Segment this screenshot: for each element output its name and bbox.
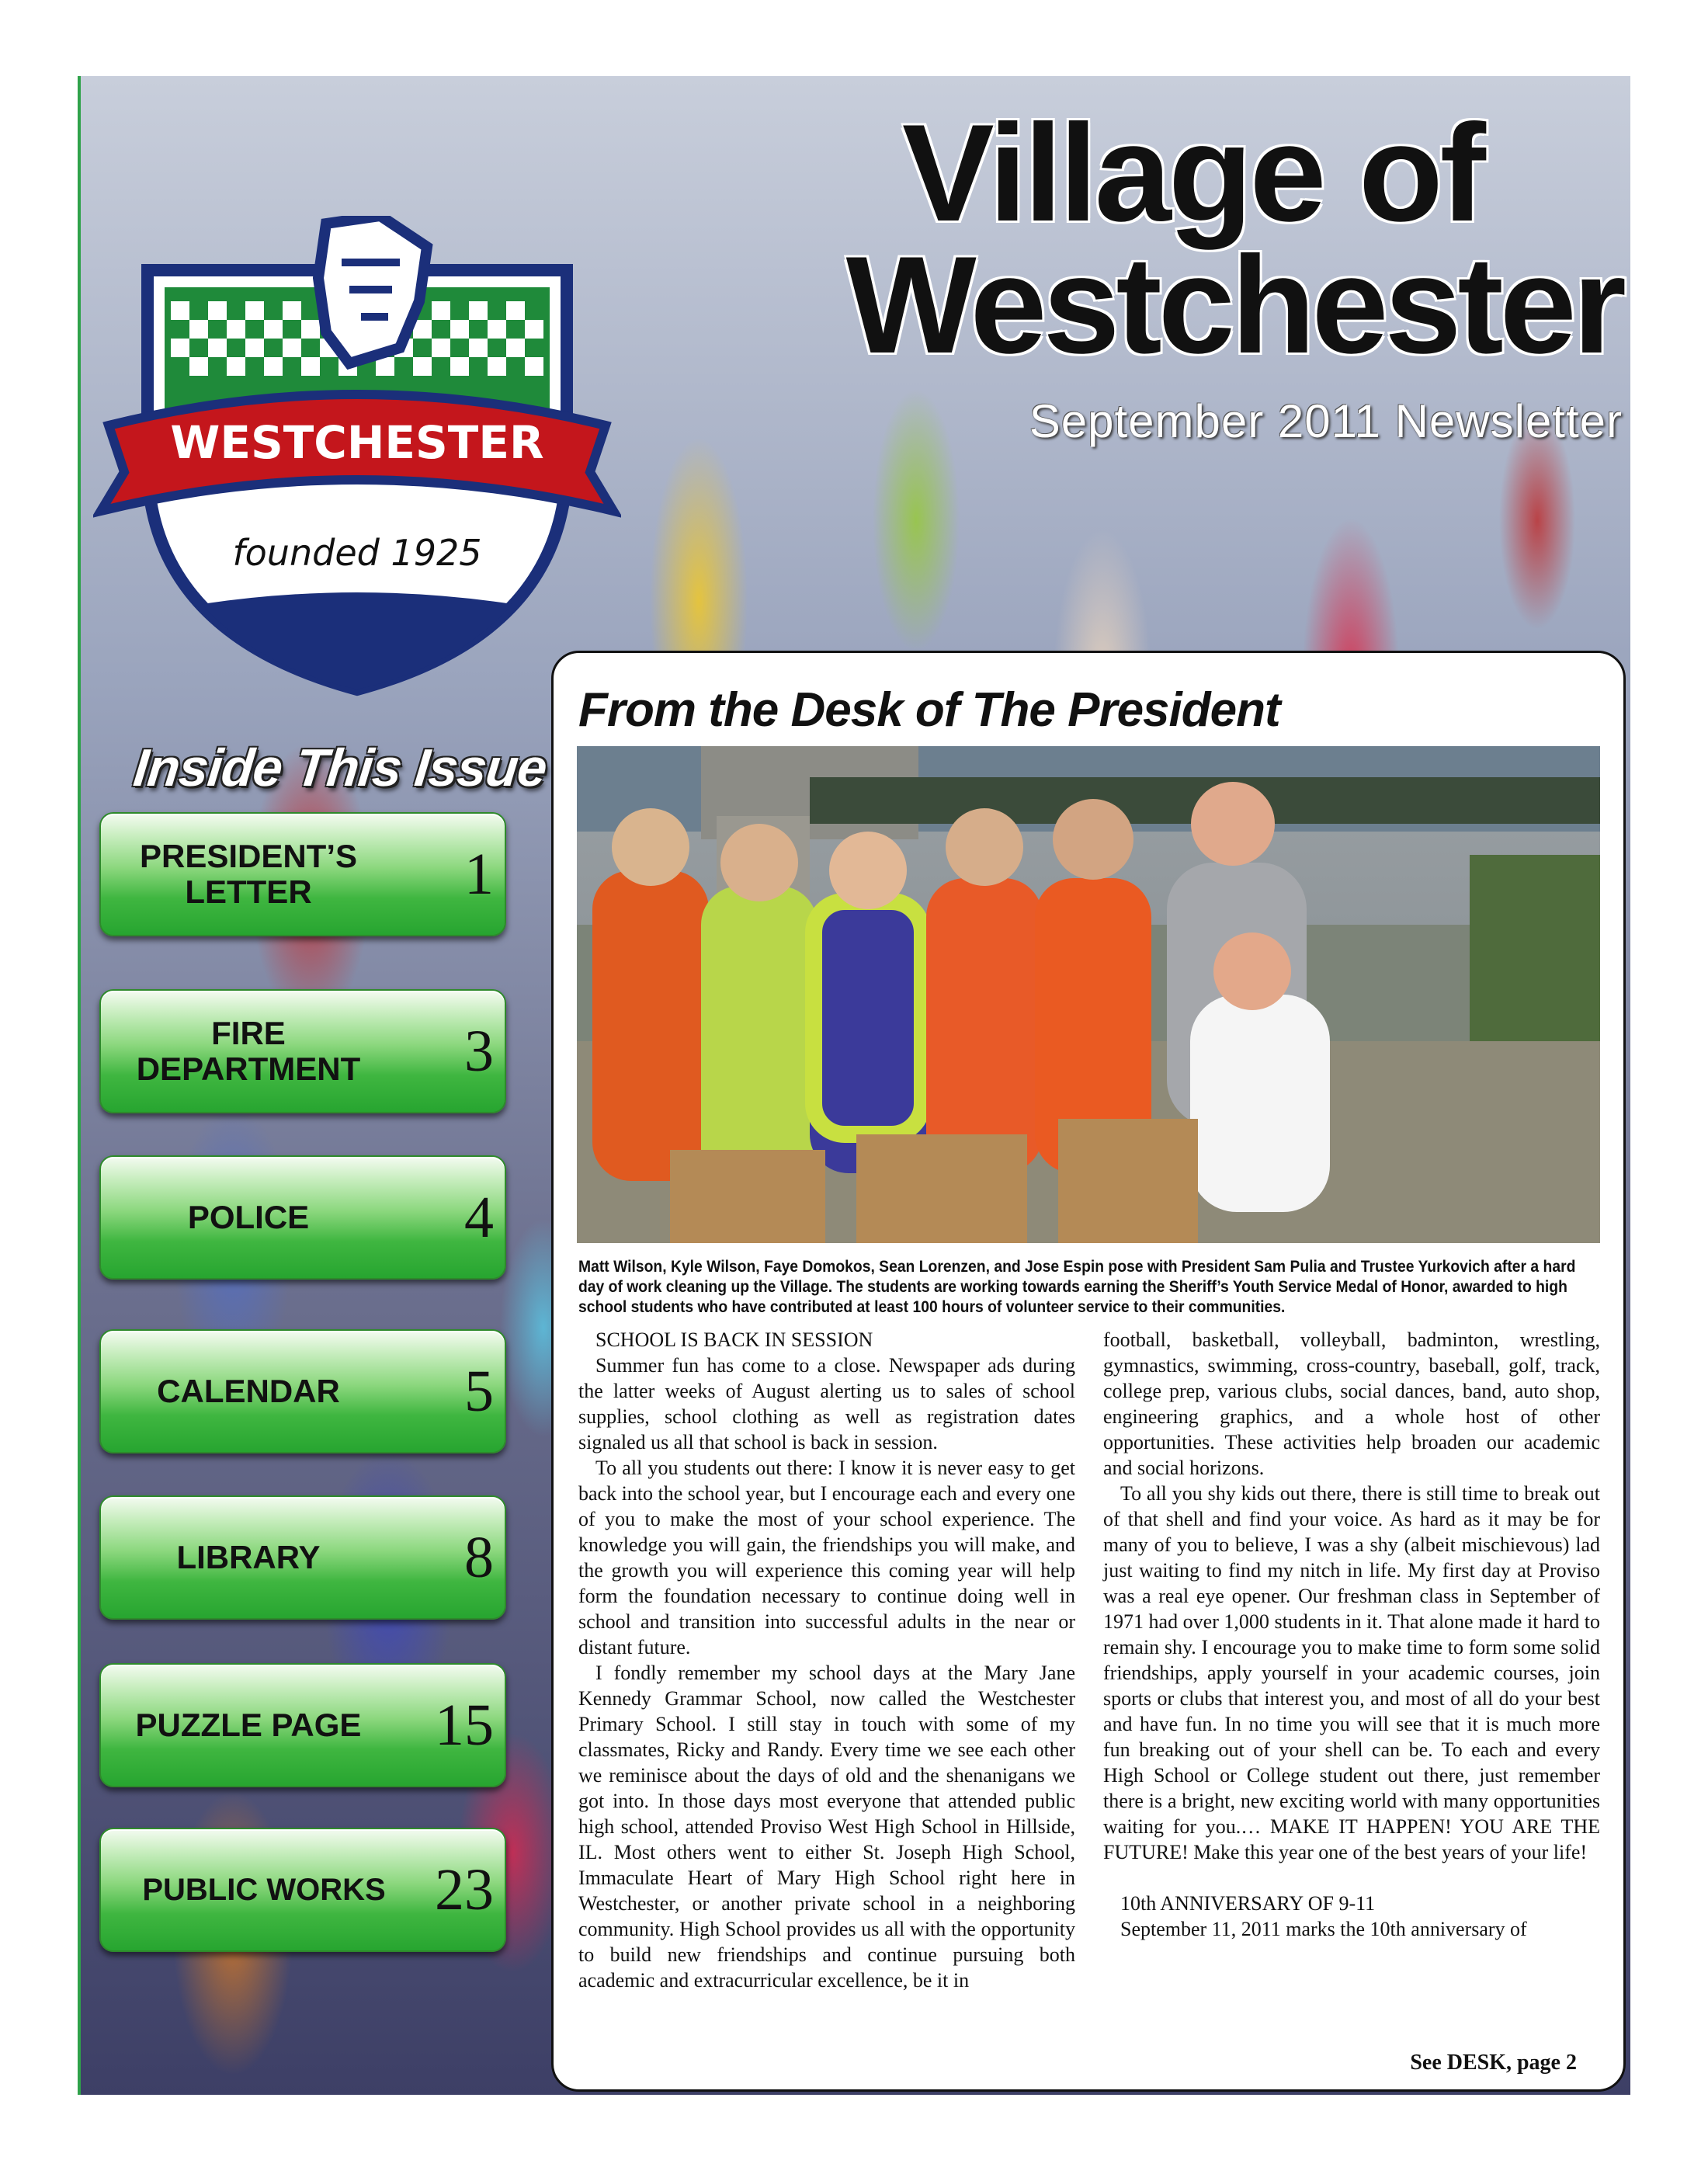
westchester-seal-logo [93, 216, 621, 697]
toc-label: LIBRARY [176, 1539, 321, 1575]
toc-button-library[interactable] [99, 1495, 506, 1620]
toc-label: POLICE [187, 1199, 310, 1235]
masthead-title-line2: Westchester [845, 227, 1623, 382]
toc-page-number: 23 [435, 1856, 494, 1922]
photo-caption: Matt Wilson, Kyle Wilson, Faye Domokos, Sean Lorenzen, and Jose Espin pose with President Sam Pulia and Trustee Yurkovich after a hard day of work cleaning up the Village. The students are working towards earning the Sheriff’s Youth Service Medal of Honor, awarded to high school students who have contributed at least 100 hours of volunteer service to their communities. [578, 1258, 1576, 1316]
toc-page-number: 3 [464, 1018, 494, 1084]
paragraph: football, basketball, volleyball, badminton, wrestling, gymnastics, swimming, cross-country, baseball, golf, track, college prep, various clubs, social dances, band, auto shop, engineering graphics, and a whole host of other opportunities. These activities help broaden our academic and social horizons. [1103, 1328, 1600, 1479]
paragraph: To all you shy kids out there, there is still time to break out of that shell and find your voice. As hard as it may be for many of you to believe, I was a shy (albeit mischievous) lad just waiting to find my nitch in life. My first day at Proviso was a real eye opener. Our freshman class in September of 1971 had over 1,000 students in it. That alone made it hard to remain shy. I encourage you to make time to form some solid friendships, apply yourself in your academic courses, join sports or clubs that interest you, and most of all do your best and have fun. In no time you will see that it is much more fun breaking out of your shell can be. To each and every High School or College student out there, just remember there is a bright, new exciting world with many opportunities waiting for you.… MAKE IT HAPPEN! YOU ARE THE FUTURE! Make this year one of the best years of your life! [1103, 1482, 1600, 1863]
paragraph: To all you students out there: I know it is never easy to get back into the school year, but I encourage each and every one of you to make the most of your school experience. The knowledge you will gain, the friendships you will make, and the growth you will experience this coming year will help form the foundation necessary to continue doing well in school and transition into successful adults in the near or distant future. [578, 1457, 1076, 1658]
toc-page-number: 4 [464, 1184, 494, 1250]
toc-button-calendar[interactable] [99, 1329, 506, 1453]
inside-this-issue-title: Inside This Issue [130, 738, 550, 797]
article-column-1 [578, 1327, 1075, 1993]
seal-graphic [93, 216, 621, 697]
seal-banner-text: WESTCHESTER [170, 416, 544, 469]
continued-on-page-link[interactable]: See DESK, page 2 [1410, 2051, 1577, 2075]
photo-illustration [577, 746, 1600, 1243]
section-heading: 10th ANNIVERSARY OF 9-11 [1120, 1892, 1376, 1915]
article-headline: From the Desk of The President [578, 683, 1280, 737]
toc-button-fire-department[interactable] [99, 989, 506, 1113]
toc-page-number: 15 [435, 1692, 494, 1758]
article-column-2 [1103, 1327, 1600, 1942]
paragraph: I fondly remember my school days at the Mary Jane Kennedy Grammar School, now called the Westchester Primary School. I still stay in touch with some of my classmates, Ricky and Randy. Every time we see each other we reminisce about the days of old and the shenanigans we got into. In those days most everyone that attended public high school, attended Proviso West High School in Hillside, IL. Most others went to either St. Joseph High School, Immaculate Heart of Mary High School right here in Westchester, or another private school in a neighboring community. High School provides us all with the opportunity to build new friendships and continue pursuing both academic and extracurricular excellence, be it in [578, 1662, 1075, 1992]
paragraph: September 11, 2011 marks the 10th anniversary of [1120, 1918, 1527, 1940]
masthead-subtitle: September 2011 Newsletter [1029, 395, 1623, 447]
masthead [668, 96, 1623, 449]
toc-button-police[interactable] [99, 1155, 506, 1280]
toc-page-number: 1 [464, 841, 494, 907]
toc-label: FIRE DEPARTMENT [136, 1015, 361, 1087]
toc-label: CALENDAR [157, 1373, 340, 1409]
seal-founded-text: founded 1925 [232, 532, 482, 574]
president-article [551, 651, 1626, 2092]
toc-label: PUBLIC WORKS [142, 1873, 386, 1907]
volunteers-photo [577, 746, 1600, 1243]
toc-button-puzzle-page[interactable] [99, 1663, 506, 1787]
section-heading: SCHOOL IS BACK IN SESSION [595, 1328, 873, 1351]
toc-label: PRESIDENT’S LETTER [139, 838, 358, 910]
toc-page-number: 8 [464, 1524, 494, 1590]
toc-page-number: 5 [464, 1358, 494, 1424]
masthead-title-line1: Village of [901, 96, 1483, 250]
newsletter-page [78, 76, 1630, 2095]
toc-button-presidents-letter[interactable] [99, 812, 506, 936]
toc-label: PUZZLE PAGE [135, 1707, 362, 1743]
toc-button-public-works[interactable] [99, 1828, 506, 1952]
paragraph: Summer fun has come to a close. Newspaper ads during the latter weeks of August alerting us to sales of school supplies, school clothing as well as registration dates signaled us all that school is back in session. [578, 1354, 1075, 1453]
